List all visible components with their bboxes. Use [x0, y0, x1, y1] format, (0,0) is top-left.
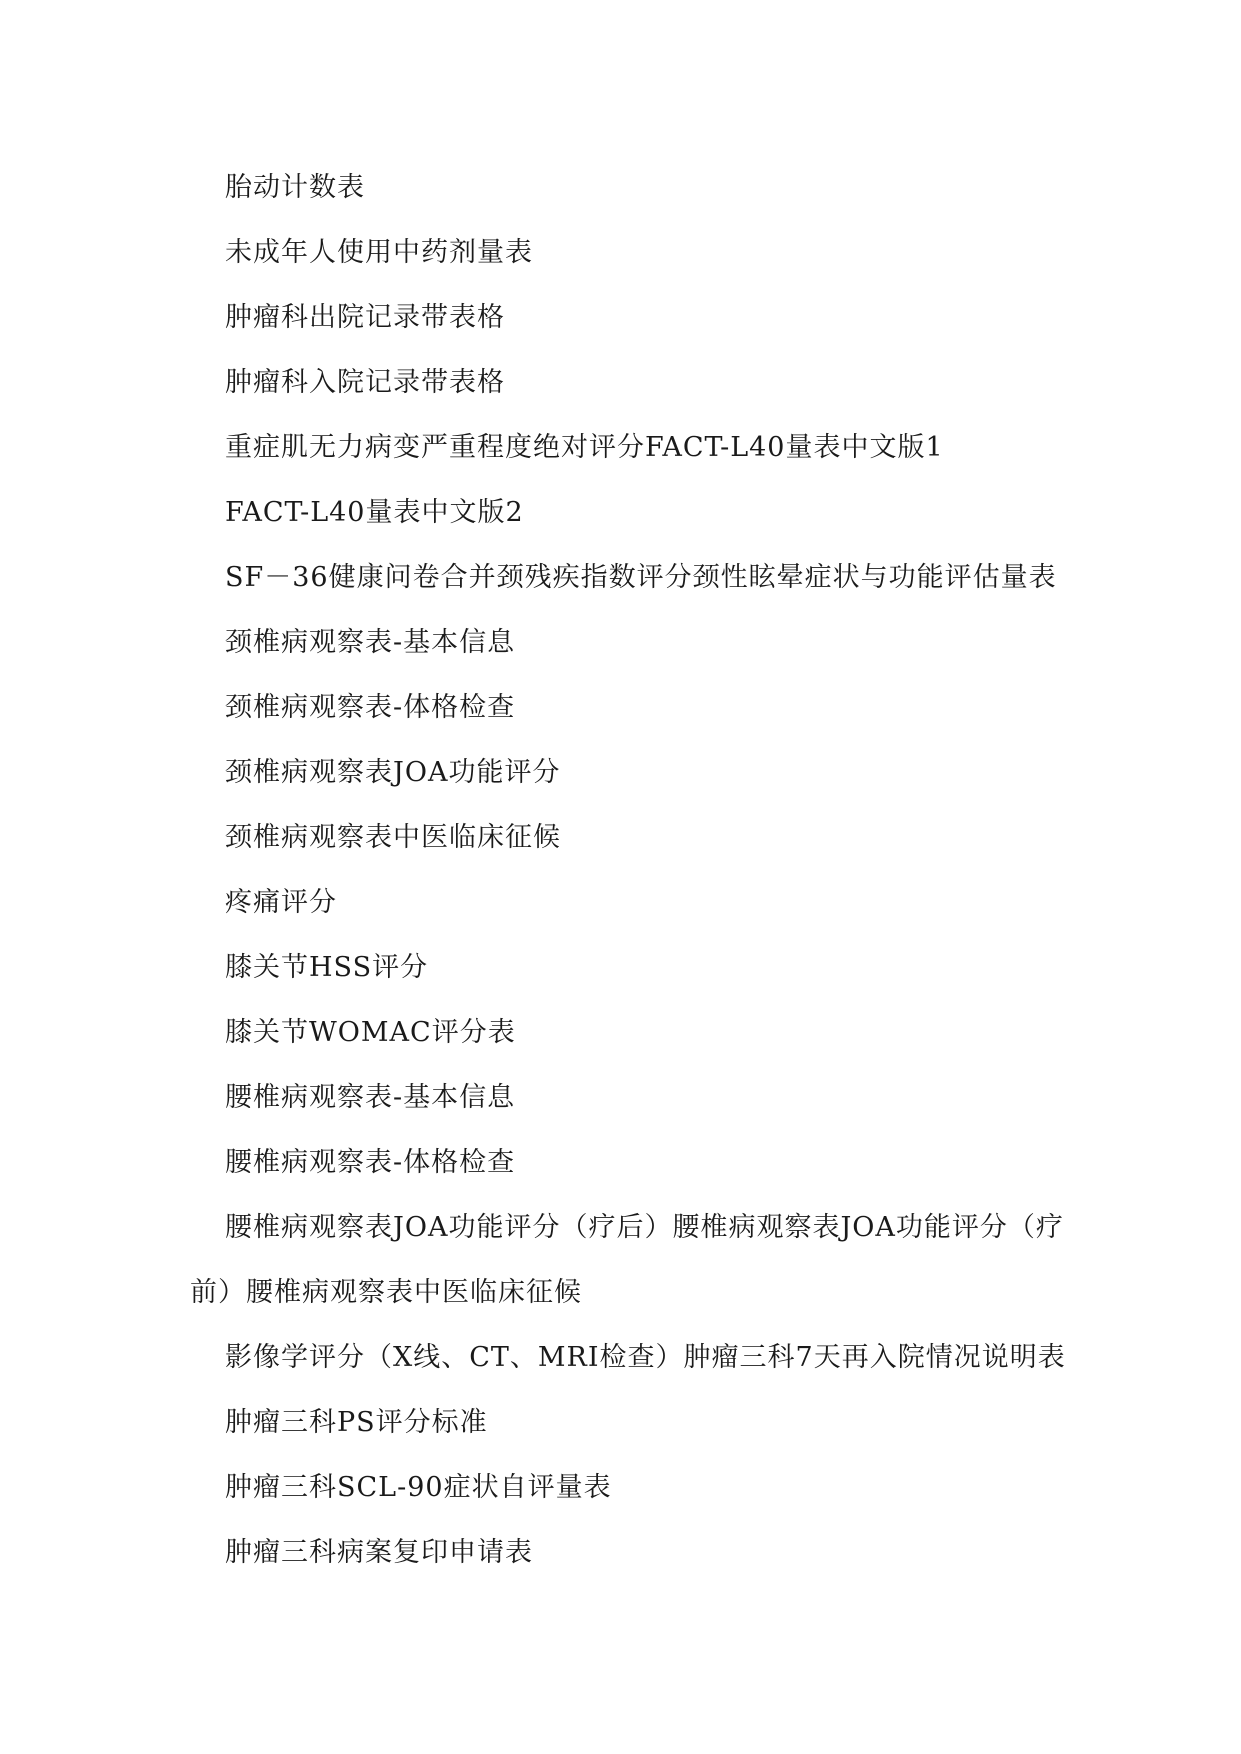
list-item: 腰椎病观察表JOA功能评分（疗后）腰椎病观察表JOA功能评分（疗: [225, 1212, 1064, 1243]
list-item: 腰椎病观察表-体格检查: [225, 1147, 516, 1178]
list-item: 疼痛评分: [225, 887, 337, 918]
list-item: 腰椎病观察表-基本信息: [225, 1082, 516, 1113]
list-item: 膝关节WOMAC评分表: [225, 1017, 516, 1048]
list-item: 肿瘤三科PS评分标准: [225, 1407, 488, 1438]
list-item: 肿瘤三科SCL-90症状自评量表: [225, 1472, 612, 1503]
list-item: 胎动计数表: [225, 172, 365, 203]
list-item-continuation: 前）腰椎病观察表中医临床征候: [190, 1277, 582, 1308]
list-item: 肿瘤科入院记录带表格: [225, 367, 505, 398]
list-item: 未成年人使用中药剂量表: [225, 237, 533, 268]
list-item: 肿瘤三科病案复印申请表: [225, 1537, 533, 1568]
list-item: 颈椎病观察表中医临床征候: [225, 822, 561, 853]
list-item: 颈椎病观察表JOA功能评分: [225, 757, 561, 788]
list-item: 重症肌无力病变严重程度绝对评分FACT-L40量表中文版1: [225, 432, 944, 463]
list-item: 膝关节HSS评分: [225, 952, 429, 983]
list-item: FACT-L40量表中文版2: [225, 497, 524, 528]
list-item: 颈椎病观察表-基本信息: [225, 627, 516, 658]
list-item: 影像学评分（X线、CT、MRI检查）肿瘤三科7天再入院情况说明表: [225, 1342, 1066, 1373]
list-item: 肿瘤科出院记录带表格: [225, 302, 505, 333]
list-item: SF－36健康问卷合并颈残疾指数评分颈性眩晕症状与功能评估量表: [225, 562, 1057, 593]
list-item: 颈椎病观察表-体格检查: [225, 692, 516, 723]
form-list: [190, 155, 1090, 1585]
